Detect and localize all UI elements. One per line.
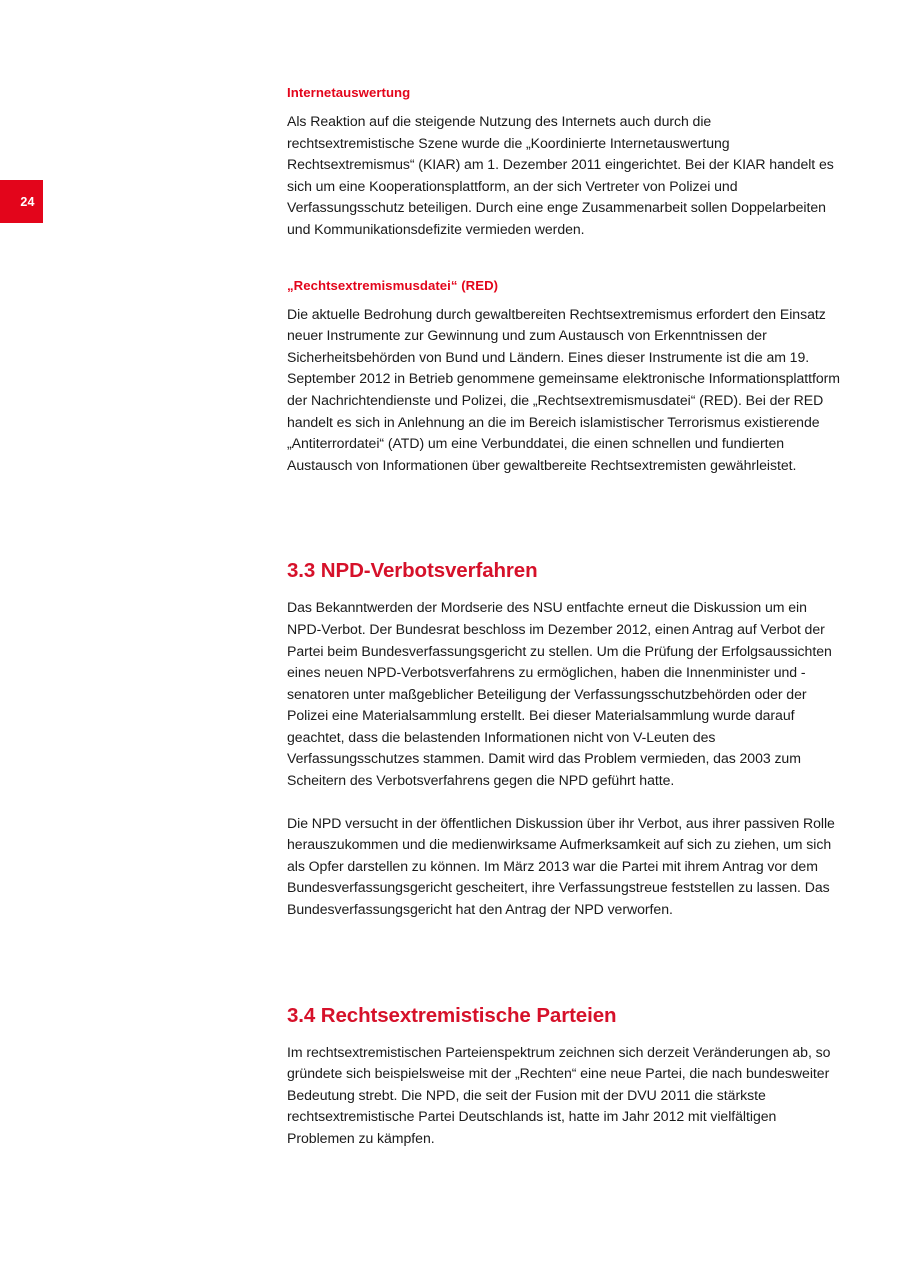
spacer bbox=[287, 921, 841, 1003]
page-content-column bbox=[287, 84, 841, 1150]
paragraph-npd-verbotsverfahren-1: Das Bekanntwerden der Mordserie des NSU entfachte erneut die Diskussion um ein NPD-Verbot. Der Bundesrat beschloss im Dezember 2012, einen Antrag auf Verbot der Partei beim Bundesverfassungsgericht zu stellen. Um die Prüfung der Erfolgsaussichten eines neuen NPD-Verbotsverfahrens zu ermöglichen, haben die Innenminister und -senatoren unter maßgeblicher Beteiligung der Verfassungsschutzbehörden oder der Polizei eine Materialsammlung erstellt. Bei dieser Materialsammlung wurde darauf geachtet, dass die belastenden Informationen nicht von V-Leuten des Verfassungsschutzes stammen. Damit wird das Problem vermieden, das 2003 zum Scheitern des Verbotsverfahrens gegen die NPD geführt hatte. bbox=[287, 599, 832, 789]
paragraph-internetauswertung: Als Reaktion auf die steigende Nutzung des Internets auch durch die rechtsextremistische Szene wurde die „Koordinierte Internetauswertung Rechtsextremismus“ (KIAR) am 1. Dezember 2011 eingerichtet. Bei der KIAR handelt es sich um eine Kooperationsplattform, an der sich Vertreter von Polizei und Verfassungsschutz beteiligen. Durch eine enge Zusammenarbeit sollen Doppelarbeiten und Kommunikationsdefizite vermieden werden. bbox=[287, 113, 834, 237]
section-npd-verbotsverfahren bbox=[287, 558, 841, 920]
page-number-label: 24 bbox=[20, 194, 35, 209]
spacer bbox=[287, 792, 841, 813]
paragraph-npd-verbotsverfahren-2: Die NPD versucht in der öffentlichen Diskussion über ihr Verbot, aus ihrer passiven Rolle herauszukommen und die medienwirksame Aufmerksamkeit auf sich zu ziehen, um sich als Opfer darstellen zu können. Im März 2013 war die Partei mit ihrem Antrag vor dem Bundesverfassungsgericht gescheitert, ihre Verfassungstreue feststellen zu lassen. Das Bundesverfassungsgericht hat den Antrag der NPD verworfen. bbox=[287, 814, 835, 918]
paragraph-rechtsextremistische-parteien: Im rechtsextremistischen Parteienspektrum zeichnen sich derzeit Veränderungen ab, so gründete sich beispielsweise mit der „Rechten“ eine neue Partei, die nach bundesweiter Bedeutung strebt. Die NPD, die seit der Fusion mit der DVU 2011 die stärkste rechtsextremistische Partei Deutschlands ist, hatte im Jahr 2012 mit vielfältigen Problemen zu kämpfen. bbox=[287, 1043, 831, 1146]
spacer bbox=[287, 241, 841, 277]
heading-rechtsextremistische-parteien: 3.4 Rechtsextremistische Parteien bbox=[287, 1003, 617, 1027]
paragraph-rechtsextremismusdatei: Die aktuelle Bedrohung durch gewaltbereiten Rechtsextremismus erfordert den Einsatz neuer Instrumente zur Gewinnung und zum Austausch von Erkenntnissen der Sicherheitsbehörden von Bund und Ländern. Eines dieser Instrumente ist die am 19. September 2012 in Betrieb genommene gemeinsame elektronische Informationsplattform der Nachrichtendienste und Polizei, die „Rechtsextremismusdatei“ (RED). Bei der RED handelt es sich in Anlehnung an die im Bereich islamistischer Terrorismus existierende „Antiterrordatei“ (ATD) um eine Verbunddatei, die einen schnellen und fundierten Austausch von Informationen über gewaltbereite Rechtsextremisten gewährleistet. bbox=[287, 305, 840, 473]
section-rechtsextremistische-parteien bbox=[287, 1003, 841, 1150]
page-number-badge bbox=[0, 180, 43, 223]
section-rechtsextremismusdatei bbox=[287, 277, 841, 477]
subheading-rechtsextremismusdatei: „Rechtsextremismusdatei“ (RED) bbox=[287, 277, 499, 293]
heading-npd-verbotsverfahren: 3.3 NPD-Verbotsverfahren bbox=[287, 559, 538, 583]
section-internetauswertung bbox=[287, 84, 841, 241]
spacer bbox=[287, 476, 841, 558]
subheading-internetauswertung: Internetauswertung bbox=[287, 85, 411, 100]
